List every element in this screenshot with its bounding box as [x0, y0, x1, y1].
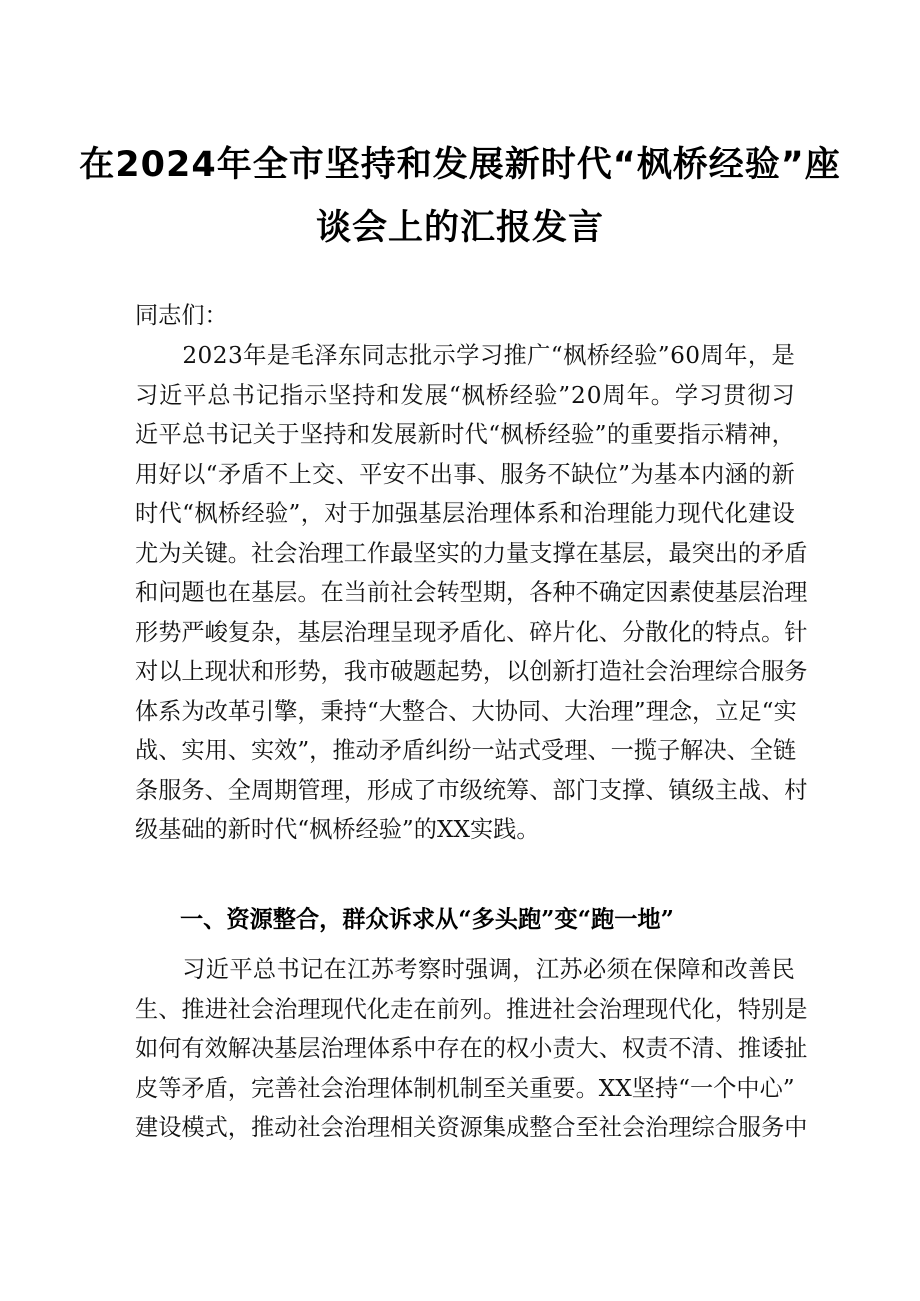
- paragraph-line: 建 设 模 式 ， 推 动 社 会 治 理 相 关 资 源 集 成 整 合 至 社 会 治 理 综 合 服 务 中: [135, 1114, 808, 1141]
- section-heading: 一、资源整合，群众诉求从“多头跑”变“跑一地”: [180, 906, 674, 933]
- document-title-line-1: 在2024年全市坚持和发展新时代“枫桥经验”座: [79, 145, 841, 185]
- paragraph-line: 和 问 题 也 在 基 层 。 在 当 前 社 会 转 型 期 ， 各 种 不 确 定 因 素 使 基 层 治 理: [135, 579, 808, 606]
- greeting: 同志们：: [135, 302, 228, 329]
- paragraph-line: 级基础的新时代“枫桥经验”的XX实践。: [135, 816, 540, 843]
- paragraph-line: 尤 为 关 键 。 社 会 治 理 工 作 最 坚 实 的 力 量 支 撑 在 基 层 ， 最 突 出 的 矛 盾: [135, 539, 808, 567]
- paragraph-line: 对 以 上 现 状 和 形 势 ， 我 市 破 题 起 势 ， 以 创 新 打 造 社 会 治 理 综 合 服 务: [135, 658, 808, 685]
- paragraph-line: 皮 等 矛 盾 ， 完 善 社 会 治 理 体 制 机 制 至 关 重 要 。 X X 坚 持 “ 一 个 中 心 ”: [135, 1074, 795, 1102]
- paragraph-line: 习 近 平 总 书 记 在 江 苏 考 察 时 强 调 ， 江 苏 必 须 在 保 障 和 改 善 民: [182, 956, 795, 983]
- paragraph-line: 如 何 有 效 解 决 基 层 治 理 体 系 中 存 在 的 权 小 责 大 、 权 责 不 清 、 推 诿 扯: [135, 1035, 808, 1062]
- paragraph-line: 体 系 为 改 革 引 擎 ， 秉 持 “ 大 整 合 、 大 协 同 、 大 治 理 ” 理 念 ， 立 足 “ 实: [135, 697, 797, 725]
- paragraph-line: 用 好 以 “ 矛 盾 不 上 交 、 平 安 不 出 事 、 服 务 不 缺 位 ” 为 基 本 内 涵 的 新: [135, 460, 795, 488]
- paragraph-line: 2 0 2 3 年 是 毛 泽 东 同 志 批 示 学 习 推 广 “ 枫 桥 经 验 ” 6 0 周 年 ， 是: [182, 342, 795, 369]
- paragraph-line: 条 服 务 、 全 周 期 管 理 ， 形 成 了 市 级 统 筹 、 部 门 支 撑 、 镇 级 主 战 、 村: [135, 776, 808, 804]
- paragraph-line: 近 平 总 书 记 关 于 坚 持 和 发 展 新 时 代 “ 枫 桥 经 验 ” 的 重 要 指 示 精 神 ，: [135, 421, 795, 448]
- paragraph-line: 时 代 “ 枫 桥 经 验 ” ， 对 于 加 强 基 层 治 理 体 系 和 治 理 能 力 现 代 化 建 设: [135, 500, 795, 527]
- paragraph-line: 习 近 平 总 书 记 指 示 坚 持 和 发 展 “ 枫 桥 经 验 ” 2 0 周 年 。 学 习 贯 彻 习: [135, 381, 795, 409]
- paragraph-2: [135, 950, 808, 1148]
- paragraph-1: [135, 336, 808, 850]
- paragraph-line: 形 势 严 峻 复 杂 ， 基 层 治 理 呈 现 矛 盾 化 、 碎 片 化 、 分 散 化 的 特 点 。 针: [135, 618, 808, 646]
- paragraph-line: 战 、 实 用 、 实 效 ” ， 推 动 矛 盾 纠 纷 一 站 式 受 理 、 一 揽 子 解 决 、 全 链: [135, 737, 797, 764]
- paragraph-line: 生 、 推 进 社 会 治 理 现 代 化 走 在 前 列 。 推 进 社 会 治 理 现 代 化 ， 特 别 是: [135, 995, 808, 1023]
- document-title-line-2: 谈会上的汇报发言: [315, 208, 604, 248]
